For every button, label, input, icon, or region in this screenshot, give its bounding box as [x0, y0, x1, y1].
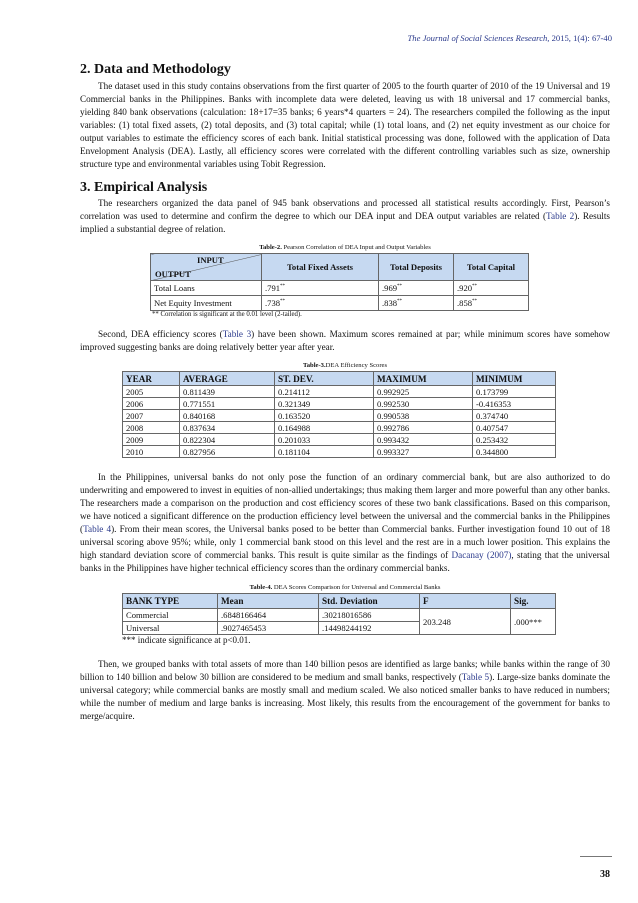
table4-col-header: Mean: [218, 594, 319, 609]
table-row: 2006 0.771551 0.321349 0.992530 -0.416353: [123, 398, 556, 410]
table-row: 2009 0.822304 0.201033 0.993432 0.253432: [123, 434, 556, 446]
table3-col-header: ST. DEV.: [275, 372, 374, 386]
table2-caption-text: Pearson Correlation of DEA Input and Output Variables: [283, 244, 431, 251]
sig-value: .000***: [511, 609, 556, 635]
table3: [122, 371, 556, 458]
table-row: 2010 0.827956 0.181104 0.993327 0.344800: [123, 446, 556, 458]
table2-caption: [80, 244, 610, 251]
journal-citation: 2015, 1(4): 67-40: [551, 33, 612, 43]
row-label: Total Loans: [151, 281, 262, 296]
section2-paragraph: The dataset used in this study contains observations from the first quarter of 2005 to the fourth quarter of 2010 of the 19 Universal and 19 Commercial banks in the Philippines. Banks with incomplete data were deleted, leaving us with 18 universal and 17 commercial banks, yielding 840 bank observations (calculation: 18+17=35 banks; 6 years*4 quarters = 24). The researchers compiled the following as the input variables: (1) total fixed assets, (2) total deposits, and (3) total capital; while (1) total loans, and (2) net equity investment as our choice for output variables to estimate the efficiency scores of each bank. Initial statistical processing was done, followed with the application of Data Envelopment Analysis (DEA). Lastly, all efficiency scores were correlated with the different controlling variables such as size, ownership structure type and environmental variables using Tobit Regression.: [80, 81, 610, 169]
footer-divider: [580, 856, 612, 857]
table4-note: *** indicate significance at p<0.01.: [122, 635, 251, 645]
section3-paragraph1: [80, 197, 610, 236]
text-segment: The researchers organized the data panel of 945 bank observations and processed all statistical results accordingly. First, Pearson’s correlation was used to determine and confirm the degree to which our DEA input and DEA output variables are related (: [80, 198, 610, 221]
table4-link[interactable]: Table 4: [83, 524, 112, 534]
table4-col-header: Sig.: [511, 594, 556, 609]
table3-caption-label: Table-3.: [302, 362, 326, 369]
table4-caption-label: Table-4.: [249, 584, 273, 591]
text-segment: , stating that the universal banks in the Philippines have higher technical efficiency scores than the ordinary commercial banks.: [80, 550, 610, 573]
paragraph-universal-banks: [80, 471, 610, 575]
input-label: INPUT: [197, 255, 224, 265]
table4-col-header: F: [420, 594, 511, 609]
main-content: [80, 62, 610, 723]
text-segment: In the Philippines, universal banks do not only pose the function of an ordinary commercial bank, but are also authorized to do underwriting and empowered to invest in equities of non-allied undertakings; thus making them larger and more powerful than any other banks. The researchers made a comparison on the production and cost efficiency scores of these two bank classifications. Based on this comparison, we have noticed a significant difference on the production efficiency level between the universal and the commercial banks in the Philippines (: [80, 472, 610, 534]
text-segment: ). From their mean scores, the Universal banks posed to be better than Commercial banks. Further investigation found 10 out of 18 universal scoring above 95%; while, only 1 commercial bank stood on this level and the rest are in a much lower position. This explains the high standard deviation score of commercial banks. This result is quite similar as the findings of: [80, 524, 610, 560]
table-cell: .838**: [379, 296, 454, 311]
table2-col-header: Total Deposits: [379, 254, 454, 281]
paragraph-table3-intro: [80, 328, 610, 354]
table4: [122, 593, 556, 635]
table3-col-header: YEAR: [123, 372, 180, 386]
table-cell: .858**: [454, 296, 529, 311]
dacanay-citation-link[interactable]: Dacanay (2007): [451, 550, 512, 560]
table-row: 2008 0.837634 0.164988 0.992786 0.407547: [123, 422, 556, 434]
table3-caption-text: DEA Efficiency Scores: [325, 362, 388, 369]
section3-heading: 3. Empirical Analysis: [80, 180, 208, 195]
text-segment: ). Large-size banks dominate the universal category; while commercial banks are mostly small and medium scaled. We also noticed smaller banks to have reduced in numbers; while the number of medium and large banks is increasing. Most likely, this results from the encouragement of the government for banks to merge/acquire.: [80, 672, 610, 721]
table-cell: .969**: [379, 281, 454, 296]
table3-link[interactable]: Table 3: [222, 329, 252, 339]
table3-caption: [80, 362, 610, 369]
table3-col-header: AVERAGE: [180, 372, 275, 386]
journal-name: The Journal of Social Sciences Research,: [407, 33, 550, 43]
table-row: 2005 0.811439 0.214112 0.992925 0.173799: [123, 386, 556, 398]
table-cell: .738**: [262, 296, 379, 311]
table2-diagonal-header: [151, 254, 262, 281]
page-number: 38: [600, 869, 610, 880]
section2-heading: 2. Data and Methodology: [80, 62, 231, 77]
table-row: 2007 0.840168 0.163520 0.990538 0.374740: [123, 410, 556, 422]
table4-col-header: BANK TYPE: [123, 594, 218, 609]
text-segment: ). Results implied a substantial degree of relation.: [80, 211, 610, 234]
text-segment: Second, DEA efficiency scores (: [98, 329, 223, 339]
table-row: [151, 281, 529, 296]
output-label: OUTPUT: [155, 269, 191, 279]
table3-col-header: MINIMUM: [473, 372, 556, 386]
table-row: Universal .9027465453 .14498244192: [123, 622, 556, 635]
table2-col-header: Total Fixed Assets: [262, 254, 379, 281]
table2: [150, 253, 529, 311]
table-cell: .920**: [454, 281, 529, 296]
f-value: 203.248: [420, 609, 511, 635]
table3-col-header: MAXIMUM: [374, 372, 473, 386]
table5-link[interactable]: Table 5: [461, 672, 490, 682]
row-label: Net Equity Investment: [151, 296, 262, 311]
table4-caption: [80, 584, 610, 591]
table2-link[interactable]: Table 2: [546, 211, 575, 221]
text-segment: Then, we grouped banks with total assets of more than 140 billion pesos are identified as large banks; while banks within the range of 30 billion to 140 billion and below 30 billion are considered to be medium and small banks, respectively (: [80, 659, 610, 682]
table2-caption-label: Table-2.: [259, 244, 282, 251]
table-row: Commercial .6848166464 .30218016586 203.248 .000***: [123, 609, 556, 622]
table2-col-header: Total Capital: [454, 254, 529, 281]
table-cell: .791**: [262, 281, 379, 296]
text-segment: ) have been shown. Maximum scores remained at par; while minimum scores have somehow improved suggesting banks are doing relatively better year after year.: [80, 329, 610, 352]
table-row: [151, 296, 529, 311]
table4-col-header: Std. Deviation: [319, 594, 420, 609]
running-header: [408, 33, 612, 43]
table2-note: ** Correlation is significant at the 0.01 level (2-tailed).: [152, 311, 302, 318]
table4-caption-text: DEA Scores Comparison for Universal and Commercial Banks: [273, 584, 441, 591]
paragraph-bank-size: [80, 658, 610, 723]
